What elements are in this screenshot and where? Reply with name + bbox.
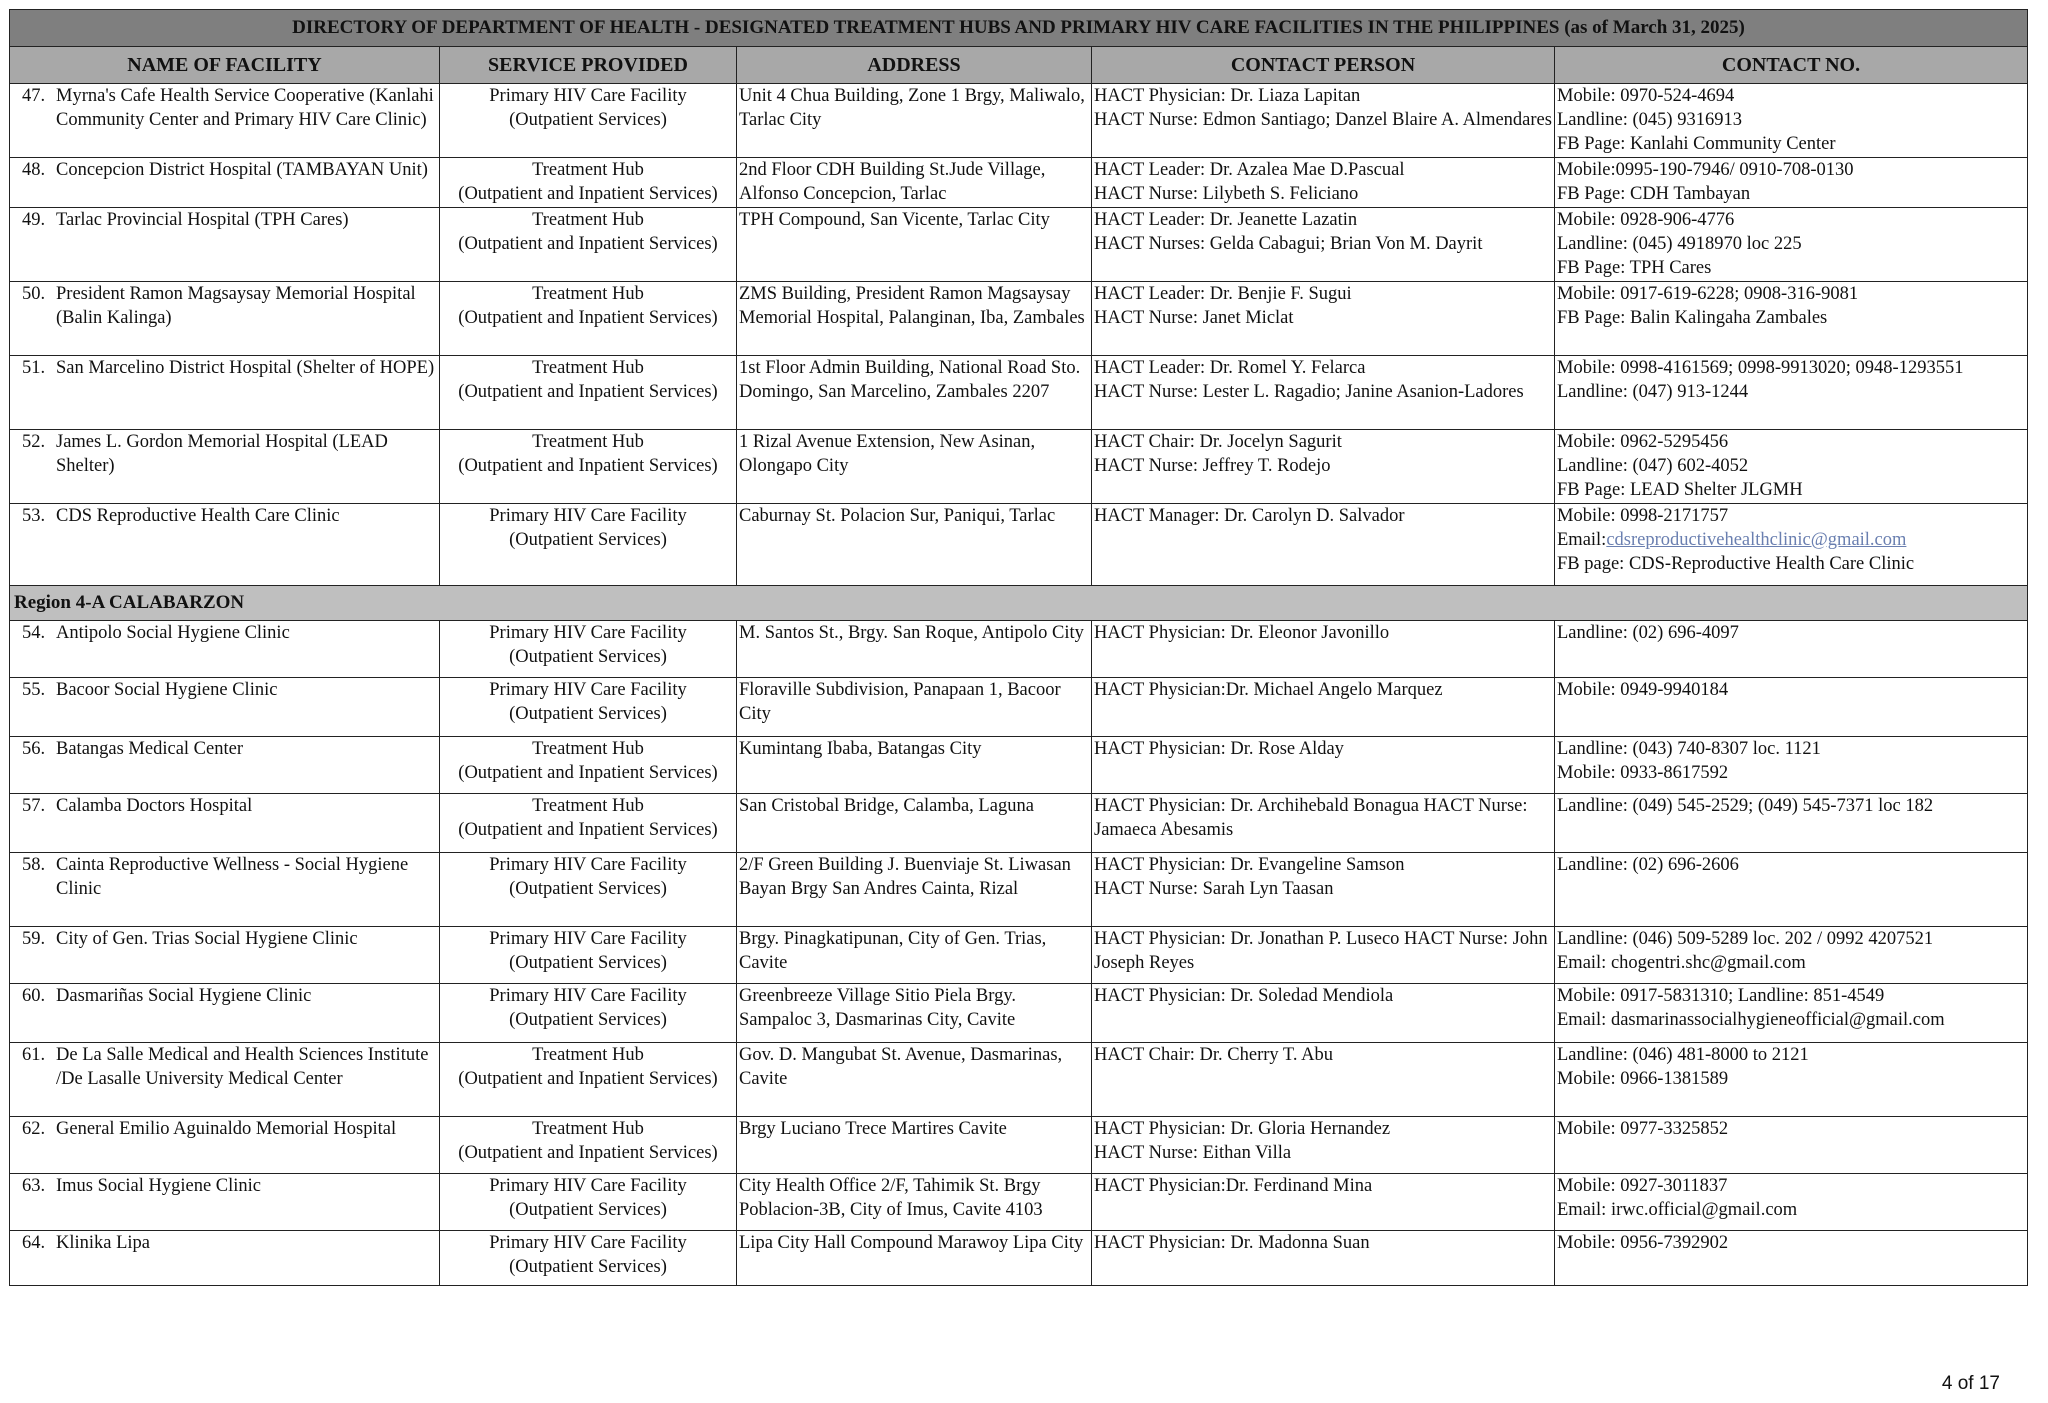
- service-scope: (Outpatient Services): [509, 953, 667, 973]
- table-row: [10, 84, 2028, 158]
- facility-name-cell: [10, 208, 440, 282]
- address-text: Greenbreeze Village Sitio Piela Brgy. Sampaloc 3, Dasmarinas City, Cavite: [739, 986, 1016, 1030]
- service-cell: [440, 794, 737, 853]
- facility-name: CDS Reproductive Health Care Clinic: [56, 506, 340, 526]
- facility-name-cell: [10, 678, 440, 737]
- service-cell: [440, 853, 737, 927]
- contact-no-line: Mobile: 0956-7392902: [1557, 1233, 1729, 1253]
- address-cell: [737, 737, 1092, 794]
- facility-number: 62.: [22, 1119, 46, 1139]
- service-type: Treatment Hub: [532, 210, 644, 230]
- facility-number: 47.: [22, 86, 46, 106]
- contact-no-line: Mobile: 0928-906-4776: [1557, 210, 1735, 230]
- contact-person-line: HACT Nurse: Eithan Villa: [1094, 1143, 1292, 1163]
- table-row: [10, 1174, 2028, 1231]
- address-cell: [737, 1174, 1092, 1231]
- table-row: [10, 504, 2028, 586]
- facility-name: San Marcelino District Hospital (Shelter of HOPE): [56, 358, 435, 378]
- facility-name-wrap: [22, 1231, 437, 1255]
- contact-no-line: Mobile: 0998-4161569; 0998-9913020; 0948-1293551: [1557, 358, 1964, 378]
- service-type: Primary HIV Care Facility: [489, 623, 687, 643]
- contact-no-line: Landline: (045) 9316913: [1557, 110, 1742, 130]
- contact-no-line: FB Page: CDH Tambayan: [1557, 184, 1751, 204]
- facility-name-cell: [10, 84, 440, 158]
- address-text: Brgy. Pinagkatipunan, City of Gen. Trias, Cavite: [739, 929, 1047, 973]
- address-cell: [737, 1117, 1092, 1174]
- service-type: Primary HIV Care Facility: [489, 86, 687, 106]
- service-scope: (Outpatient Services): [509, 1200, 667, 1220]
- facility-number: 61.: [22, 1045, 46, 1065]
- contact-no-cell: [1555, 430, 2028, 504]
- service-type: Treatment Hub: [532, 796, 644, 816]
- table-row: [10, 430, 2028, 504]
- contact-no-line: Landline: (046) 481-8000 to 2121: [1557, 1045, 1809, 1065]
- facility-number: 50.: [22, 284, 46, 304]
- contact-person-cell: [1092, 678, 1555, 737]
- facility-number: 56.: [22, 739, 46, 759]
- contact-no-line: FB page: CDS-Reproductive Health Care Clinic: [1557, 554, 1915, 574]
- facility-name: General Emilio Aguinaldo Memorial Hospital: [56, 1119, 397, 1139]
- facility-name-cell: [10, 356, 440, 430]
- address-cell: [737, 984, 1092, 1043]
- col-header-contact-person: CONTACT PERSON: [1092, 47, 1555, 84]
- contact-no-line: Email: dasmarinassocialhygieneofficial@gmail.com: [1557, 1010, 1945, 1030]
- facility-name: Concepcion District Hospital (TAMBAYAN Unit): [56, 160, 428, 180]
- service-cell: [440, 927, 737, 984]
- service-type: Treatment Hub: [532, 1119, 644, 1139]
- facility-name-cell: [10, 504, 440, 586]
- address-text: Caburnay St. Polacion Sur, Paniqui, Tarlac: [739, 506, 1056, 526]
- service-scope: (Outpatient and Inpatient Services): [458, 456, 718, 476]
- service-scope: (Outpatient Services): [509, 110, 667, 130]
- service-scope: (Outpatient Services): [509, 879, 667, 899]
- service-scope: (Outpatient and Inpatient Services): [458, 308, 718, 328]
- facility-name: Imus Social Hygiene Clinic: [56, 1176, 262, 1196]
- contact-person-line: HACT Physician: Dr. Jonathan P. Luseco HACT Nurse: John Joseph Reyes: [1094, 929, 1548, 973]
- contact-no-cell: [1555, 1043, 2028, 1117]
- facility-name-wrap: [22, 84, 437, 132]
- contact-no-line: Mobile: 0949-9940184: [1557, 680, 1729, 700]
- contact-person-line: HACT Nurse: Lilybeth S. Feliciano: [1094, 184, 1359, 204]
- facility-name: De La Salle Medical and Health Sciences Institute /De Lasalle University Medical Center: [56, 1045, 429, 1089]
- service-scope: (Outpatient and Inpatient Services): [458, 820, 718, 840]
- facility-name-wrap: [22, 794, 437, 818]
- table-row: [10, 794, 2028, 853]
- facility-name-cell: [10, 853, 440, 927]
- address-cell: [737, 794, 1092, 853]
- service-type: Primary HIV Care Facility: [489, 929, 687, 949]
- table-row: [10, 1117, 2028, 1174]
- facility-name: Calamba Doctors Hospital: [56, 796, 253, 816]
- service-type: Treatment Hub: [532, 739, 644, 759]
- service-cell: [440, 430, 737, 504]
- email-link[interactable]: cdsreproductivehealthclinic@gmail.com: [1606, 530, 1907, 550]
- contact-no-line: Landline: (043) 740-8307 loc. 1121: [1557, 739, 1821, 759]
- service-scope: (Outpatient Services): [509, 1257, 667, 1277]
- contact-person-line: HACT Physician: Dr. Evangeline Samson: [1094, 855, 1405, 875]
- col-header-name: NAME OF FACILITY: [10, 47, 440, 84]
- facility-name-cell: [10, 621, 440, 678]
- contact-no-line: Mobile: 0966-1381589: [1557, 1069, 1729, 1089]
- contact-no-line: Mobile: 0977-3325852: [1557, 1119, 1729, 1139]
- facility-name-wrap: [22, 158, 437, 182]
- facility-name-wrap: [22, 504, 437, 528]
- contact-person-line: HACT Physician:Dr. Ferdinand Mina: [1094, 1176, 1373, 1196]
- service-type: Primary HIV Care Facility: [489, 1176, 687, 1196]
- contact-no-line: Landline: (02) 696-4097: [1557, 623, 1739, 643]
- facility-name-wrap: [22, 282, 437, 330]
- facility-name-cell: [10, 927, 440, 984]
- contact-no-cell: [1555, 1174, 2028, 1231]
- facility-name: Klinika Lipa: [56, 1233, 151, 1253]
- contact-no-line: FB Page: Balin Kalingaha Zambales: [1557, 308, 1828, 328]
- contact-person-cell: [1092, 1043, 1555, 1117]
- contact-person-cell: [1092, 1174, 1555, 1231]
- contact-person-cell: [1092, 356, 1555, 430]
- contact-no-line: Landline: (046) 509-5289 loc. 202 / 0992 4207521: [1557, 929, 1934, 949]
- facility-number: 52.: [22, 432, 46, 452]
- service-scope: (Outpatient Services): [509, 530, 667, 550]
- service-type: Primary HIV Care Facility: [489, 986, 687, 1006]
- address-text: Floraville Subdivision, Panapaan 1, Bacoor City: [739, 680, 1061, 724]
- address-cell: [737, 84, 1092, 158]
- facility-name: Dasmariñas Social Hygiene Clinic: [56, 986, 312, 1006]
- table-row: [10, 927, 2028, 984]
- facility-number: 64.: [22, 1233, 46, 1253]
- facility-name-cell: [10, 1043, 440, 1117]
- address-cell: [737, 621, 1092, 678]
- table-title: DIRECTORY OF DEPARTMENT OF HEALTH - DESIGNATED TREATMENT HUBS AND PRIMARY HIV CARE FACILITIES IN THE PHILIPPINES (as of March 31, 2025): [10, 10, 2028, 47]
- service-cell: [440, 984, 737, 1043]
- contact-person-cell: [1092, 504, 1555, 586]
- contact-no-cell: [1555, 1231, 2028, 1286]
- facility-name-wrap: [22, 984, 437, 1008]
- facility-number: 58.: [22, 855, 46, 875]
- service-cell: [440, 1117, 737, 1174]
- facility-name: President Ramon Magsaysay Memorial Hospital (Balin Kalinga): [56, 284, 416, 328]
- facility-name-wrap: [22, 356, 437, 380]
- facility-number: 49.: [22, 210, 46, 230]
- contact-person-line: HACT Physician: Dr. Madonna Suan: [1094, 1233, 1370, 1253]
- contact-no-line: Mobile: 0927-3011837: [1557, 1176, 1728, 1196]
- contact-no-cell: [1555, 927, 2028, 984]
- facility-number: 54.: [22, 623, 46, 643]
- service-type: Primary HIV Care Facility: [489, 1233, 687, 1253]
- facility-name-wrap: [22, 430, 437, 478]
- address-cell: [737, 208, 1092, 282]
- address-text: City Health Office 2/F, Tahimik St. Brgy Poblacion-3B, City of Imus, Cavite 4103: [739, 1176, 1043, 1220]
- contact-person-line: HACT Physician:Dr. Michael Angelo Marquez: [1094, 680, 1443, 700]
- page-number: 4 of 17: [1941, 1373, 2000, 1394]
- facility-name-cell: [10, 1231, 440, 1286]
- contact-person-line: HACT Physician: Dr. Eleonor Javonillo: [1094, 623, 1390, 643]
- contact-person-cell: [1092, 737, 1555, 794]
- contact-no-cell: [1555, 356, 2028, 430]
- facility-name: Antipolo Social Hygiene Clinic: [56, 623, 290, 643]
- address-cell: [737, 678, 1092, 737]
- email-line: [1557, 528, 2025, 552]
- table-body-region-4a: [10, 621, 2028, 1286]
- address-cell: [737, 927, 1092, 984]
- contact-no-line: Mobile: 0970-524-4694: [1557, 86, 1735, 106]
- facility-name-wrap: [22, 737, 437, 761]
- contact-no-cell: [1555, 158, 2028, 208]
- address-text: 2/F Green Building J. Buenviaje St. Liwasan Bayan Brgy San Andres Cainta, Rizal: [739, 855, 1071, 899]
- facility-number: 53.: [22, 506, 46, 526]
- facility-number: 63.: [22, 1176, 46, 1196]
- contact-no-line: Landline: (02) 696-2606: [1557, 855, 1739, 875]
- facility-name-wrap: [22, 1174, 437, 1198]
- contact-person-cell: [1092, 794, 1555, 853]
- contact-no-cell: [1555, 84, 2028, 158]
- facility-name-wrap: [22, 208, 437, 232]
- contact-person-cell: [1092, 84, 1555, 158]
- contact-person-line: HACT Physician: Dr. Archihebald Bonagua HACT Nurse: Jamaeca Abesamis: [1094, 796, 1528, 840]
- table-row: [10, 678, 2028, 737]
- service-type: Treatment Hub: [532, 160, 644, 180]
- contact-person-line: HACT Leader: Dr. Benjie F. Sugui: [1094, 284, 1352, 304]
- service-cell: [440, 282, 737, 356]
- contact-no-line: Mobile: 0917-5831310; Landline: 851-4549: [1557, 986, 1885, 1006]
- contact-person-line: HACT Leader: Dr. Jeanette Lazatin: [1094, 210, 1358, 230]
- col-header-contact-no: CONTACT NO.: [1555, 47, 2028, 84]
- contact-person-line: HACT Nurse: Edmon Santiago; Danzel Blaire A. Almendares: [1094, 110, 1552, 130]
- facility-number: 57.: [22, 796, 46, 816]
- service-cell: [440, 504, 737, 586]
- facility-number: 48.: [22, 160, 46, 180]
- service-cell: [440, 208, 737, 282]
- address-cell: [737, 158, 1092, 208]
- address-cell: [737, 504, 1092, 586]
- address-text: 1st Floor Admin Building, National Road Sto. Domingo, San Marcelino, Zambales 2207: [739, 358, 1081, 402]
- service-type: Primary HIV Care Facility: [489, 855, 687, 875]
- table-row: [10, 1231, 2028, 1286]
- contact-person-line: HACT Leader: Dr. Romel Y. Felarca: [1094, 358, 1366, 378]
- contact-no-cell: [1555, 1117, 2028, 1174]
- address-cell: [737, 356, 1092, 430]
- service-type: Treatment Hub: [532, 432, 644, 452]
- facility-number: 51.: [22, 358, 46, 378]
- contact-no-line: Landline: (049) 545-2529; (049) 545-7371 loc 182: [1557, 796, 1934, 816]
- contact-person-line: HACT Physician: Dr. Rose Alday: [1094, 739, 1344, 759]
- contact-person-cell: [1092, 853, 1555, 927]
- address-text: Brgy Luciano Trece Martires Cavite: [739, 1119, 1007, 1139]
- contact-person-line: HACT Physician: Dr. Liaza Lapitan: [1094, 86, 1361, 106]
- service-scope: (Outpatient and Inpatient Services): [458, 1143, 718, 1163]
- contact-no-cell: [1555, 282, 2028, 356]
- address-text: ZMS Building, President Ramon Magsaysay Memorial Hospital, Palanginan, Iba, Zambales: [739, 284, 1085, 328]
- table-row: [10, 356, 2028, 430]
- contact-no-cell: [1555, 504, 2028, 586]
- region-row: [10, 586, 2028, 621]
- contact-no-line: FB Page: Kanlahi Community Center: [1557, 134, 1836, 154]
- contact-person-cell: [1092, 621, 1555, 678]
- contact-person-line: HACT Chair: Dr. Cherry T. Abu: [1094, 1045, 1333, 1065]
- directory-page: [9, 9, 2027, 1286]
- service-type: Treatment Hub: [532, 358, 644, 378]
- contact-no-line: Landline: (047) 913-1244: [1557, 382, 1749, 402]
- contact-person-cell: [1092, 927, 1555, 984]
- facility-name: City of Gen. Trias Social Hygiene Clinic: [56, 929, 358, 949]
- address-text: Unit 4 Chua Building, Zone 1 Brgy, Maliwalo, Tarlac City: [739, 86, 1085, 130]
- table-row: [10, 853, 2028, 927]
- region-section: [10, 586, 2028, 621]
- service-cell: [440, 356, 737, 430]
- facility-name: Tarlac Provincial Hospital (TPH Cares): [56, 210, 349, 230]
- facility-name-cell: [10, 737, 440, 794]
- address-cell: [737, 1231, 1092, 1286]
- contact-no-line: Landline: (045) 4918970 loc 225: [1557, 234, 1802, 254]
- col-header-address: ADDRESS: [737, 47, 1092, 84]
- facility-name-cell: [10, 282, 440, 356]
- contact-no-line: Mobile: 0962-5295456: [1557, 432, 1729, 452]
- table-title-row: [10, 10, 2028, 47]
- facility-number: 60.: [22, 986, 46, 1006]
- contact-person-line: HACT Physician: Dr. Gloria Hernandez: [1094, 1119, 1391, 1139]
- contact-no-line: FB Page: TPH Cares: [1557, 258, 1712, 278]
- table-row: [10, 1043, 2028, 1117]
- facility-name: Myrna's Cafe Health Service Cooperative (Kanlahi Community Center and Primary HIV Care Clinic): [56, 86, 434, 130]
- service-cell: [440, 1231, 737, 1286]
- facility-name-wrap: [22, 927, 437, 951]
- service-scope: (Outpatient and Inpatient Services): [458, 234, 718, 254]
- service-scope: (Outpatient and Inpatient Services): [458, 763, 718, 783]
- table-body-region-3: [10, 84, 2028, 586]
- address-text: 1 Rizal Avenue Extension, New Asinan, Olongapo City: [739, 432, 1036, 476]
- service-cell: [440, 1043, 737, 1117]
- facility-name-cell: [10, 1117, 440, 1174]
- service-cell: [440, 678, 737, 737]
- table-row: [10, 158, 2028, 208]
- service-cell: [440, 158, 737, 208]
- contact-no-line: Email: irwc.official@gmail.com: [1557, 1200, 1798, 1220]
- table-row: [10, 737, 2028, 794]
- service-scope: (Outpatient Services): [509, 647, 667, 667]
- service-scope: (Outpatient Services): [509, 1010, 667, 1030]
- address-text: M. Santos St., Brgy. San Roque, Antipolo City: [739, 623, 1084, 643]
- address-text: Gov. D. Mangubat St. Avenue, Dasmarinas, Cavite: [739, 1045, 1063, 1089]
- address-text: San Cristobal Bridge, Calamba, Laguna: [739, 796, 1034, 816]
- table-row: [10, 621, 2028, 678]
- facility-number: 59.: [22, 929, 46, 949]
- contact-person-line: HACT Nurse: Sarah Lyn Taasan: [1094, 879, 1334, 899]
- address-text: Kumintang Ibaba, Batangas City: [739, 739, 982, 759]
- contact-no-cell: [1555, 794, 2028, 853]
- contact-person-cell: [1092, 1231, 1555, 1286]
- service-scope: (Outpatient and Inpatient Services): [458, 184, 718, 204]
- address-text: TPH Compound, San Vicente, Tarlac City: [739, 210, 1050, 230]
- contact-person-line: HACT Nurse: Jeffrey T. Rodejo: [1094, 456, 1331, 476]
- contact-no-cell: [1555, 853, 2028, 927]
- table-row: [10, 282, 2028, 356]
- facility-name-wrap: [22, 678, 437, 702]
- contact-person-line: HACT Leader: Dr. Azalea Mae D.Pascual: [1094, 160, 1405, 180]
- service-scope: (Outpatient and Inpatient Services): [458, 382, 718, 402]
- facility-name-cell: [10, 430, 440, 504]
- facility-name-wrap: [22, 853, 437, 901]
- facility-name: James L. Gordon Memorial Hospital (LEAD Shelter): [56, 432, 388, 476]
- contact-person-cell: [1092, 984, 1555, 1043]
- contact-person-line: HACT Nurse: Janet Miclat: [1094, 308, 1294, 328]
- service-cell: [440, 1174, 737, 1231]
- facility-name: Bacoor Social Hygiene Clinic: [56, 680, 278, 700]
- address-text: Lipa City Hall Compound Marawoy Lipa City: [739, 1233, 1084, 1253]
- contact-person-cell: [1092, 158, 1555, 208]
- col-header-service: SERVICE PROVIDED: [440, 47, 737, 84]
- address-cell: [737, 853, 1092, 927]
- contact-person-line: HACT Manager: Dr. Carolyn D. Salvador: [1094, 506, 1405, 526]
- contact-person-line: HACT Nurse: Lester L. Ragadio; Janine Asanion-Ladores: [1094, 382, 1524, 402]
- service-cell: [440, 737, 737, 794]
- facility-name-cell: [10, 1174, 440, 1231]
- facility-name: Batangas Medical Center: [56, 739, 243, 759]
- address-cell: [737, 1043, 1092, 1117]
- service-type: Primary HIV Care Facility: [489, 680, 687, 700]
- contact-person-cell: [1092, 208, 1555, 282]
- facility-name-cell: [10, 984, 440, 1043]
- contact-person-cell: [1092, 282, 1555, 356]
- facility-name: Cainta Reproductive Wellness - Social Hygiene Clinic: [56, 855, 409, 899]
- contact-no-line: FB Page: LEAD Shelter JLGMH: [1557, 480, 1803, 500]
- contact-person-line: HACT Physician: Dr. Soledad Mendiola: [1094, 986, 1394, 1006]
- facility-name-wrap: [22, 1117, 437, 1141]
- contact-no-cell: [1555, 208, 2028, 282]
- contact-no-line: Email: chogentri.shc@gmail.com: [1557, 953, 1806, 973]
- table-row: [10, 208, 2028, 282]
- facility-name-wrap: [22, 621, 437, 645]
- service-type: Treatment Hub: [532, 1045, 644, 1065]
- contact-no-line: Mobile: 0933-8617592: [1557, 763, 1729, 783]
- address-cell: [737, 282, 1092, 356]
- service-type: Primary HIV Care Facility: [489, 506, 687, 526]
- contact-no-line: Landline: (047) 602-4052: [1557, 456, 1749, 476]
- facility-name-cell: [10, 794, 440, 853]
- facility-number: 55.: [22, 680, 46, 700]
- contact-no-line: Mobile: 0998-2171757: [1557, 506, 1729, 526]
- contact-no-cell: [1555, 984, 2028, 1043]
- service-scope: (Outpatient Services): [509, 704, 667, 724]
- contact-no-cell: [1555, 737, 2028, 794]
- contact-no-line: Mobile: 0917-619-6228; 0908-316-9081: [1557, 284, 1859, 304]
- address-text: 2nd Floor CDH Building St.Jude Village, Alfonso Concepcion, Tarlac: [739, 160, 1046, 204]
- service-scope: (Outpatient and Inpatient Services): [458, 1069, 718, 1089]
- region-label: Region 4-A CALABARZON: [10, 586, 2028, 621]
- facility-name-cell: [10, 158, 440, 208]
- service-cell: [440, 84, 737, 158]
- table-header-row: [10, 47, 2028, 84]
- table-row: [10, 984, 2028, 1043]
- contact-no-cell: [1555, 621, 2028, 678]
- service-cell: [440, 621, 737, 678]
- contact-no-line: Mobile:0995-190-7946/ 0910-708-0130: [1557, 160, 1854, 180]
- contact-person-line: HACT Nurses: Gelda Cabagui; Brian Von M. Dayrit: [1094, 234, 1483, 254]
- address-cell: [737, 430, 1092, 504]
- contact-no-cell: [1555, 678, 2028, 737]
- email-label: Email:: [1557, 530, 1607, 550]
- contact-person-cell: [1092, 430, 1555, 504]
- directory-table: [9, 9, 2028, 1286]
- facility-name-wrap: [22, 1043, 437, 1091]
- contact-person-line: HACT Chair: Dr. Jocelyn Sagurit: [1094, 432, 1342, 452]
- service-type: Treatment Hub: [532, 284, 644, 304]
- contact-person-cell: [1092, 1117, 1555, 1174]
